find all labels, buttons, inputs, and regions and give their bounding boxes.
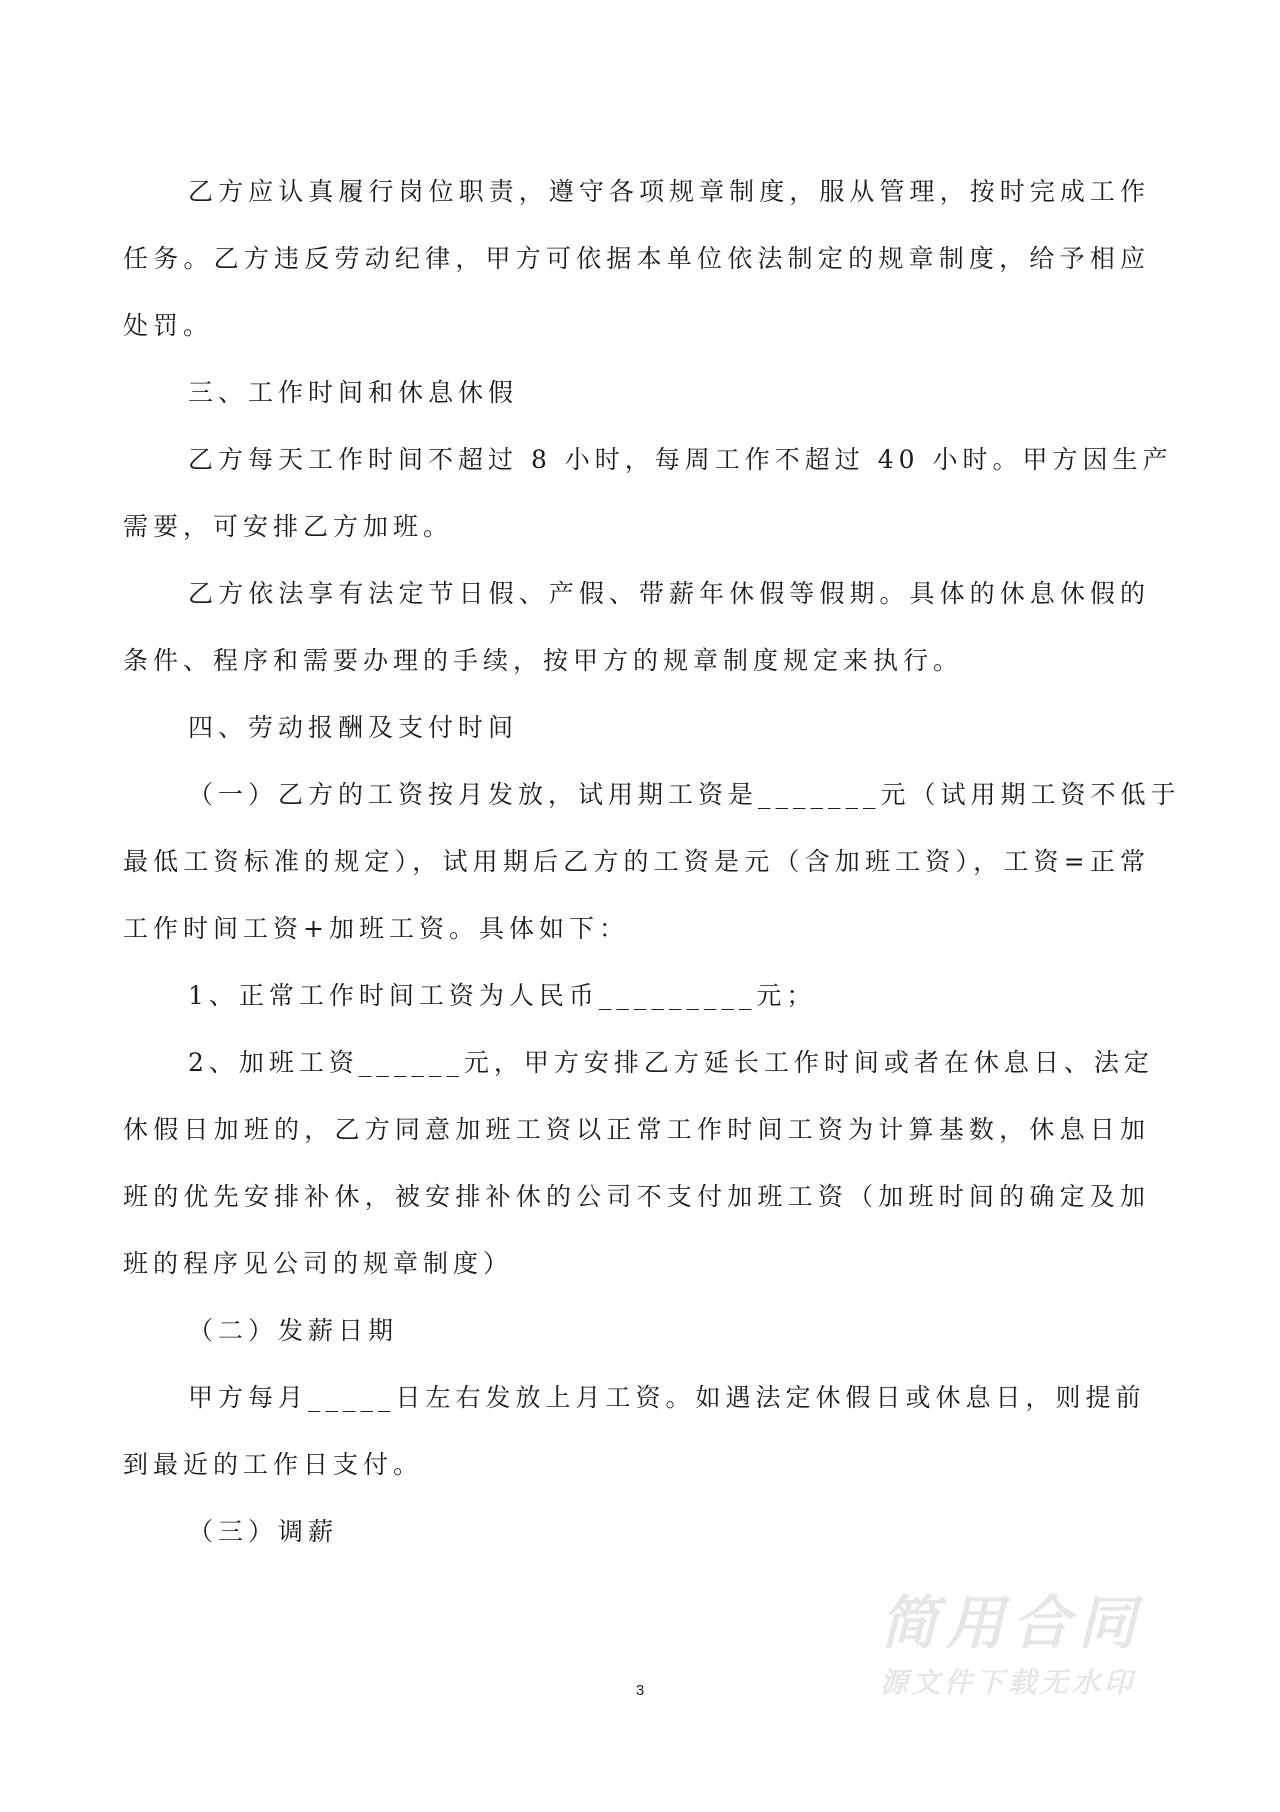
paragraph-line-leave-1: 乙方依法享有法定节日假、产假、带薪年休假等假期。具体的休息休假的 bbox=[188, 579, 1150, 608]
watermark-title: 简用合同 bbox=[880, 1591, 1145, 1656]
list-item-overtime-wage-1: 2、加班工资______元，甲方安排乙方延长工作时间或者在休息日、法定 bbox=[188, 1048, 1154, 1077]
paragraph-line-leave-2: 条件、程序和需要办理的手续，按甲方的规章制度规定来执行。 bbox=[123, 646, 964, 675]
paragraph-line-salary-2: 最低工资标准的规定），试用期后乙方的工资是元（含加班工资），工资=正常 bbox=[123, 847, 1150, 876]
paragraph-line-salary-1: （一）乙方的工资按月发放，试用期工资是_______元（试用期工资不低于 bbox=[188, 780, 1181, 809]
paragraph-line-duties-3: 处罚。 bbox=[123, 311, 214, 340]
contract-body bbox=[123, 158, 1181, 1565]
list-item-overtime-wage-3: 班的优先安排补休，被安排补休的公司不支付加班工资（加班时间的确定及加 bbox=[123, 1182, 1150, 1211]
paragraph-line-duties-1: 乙方应认真履行岗位职责，遵守各项规章制度，服从管理，按时完成工作 bbox=[188, 177, 1150, 206]
paragraph-line-hours-2: 需要，可安排乙方加班。 bbox=[123, 512, 454, 541]
list-item-normal-wage: 1、正常工作时间工资为人民币_________元； bbox=[188, 981, 817, 1010]
subsection-heading-salary-adjustment: （三）调薪 bbox=[188, 1517, 339, 1546]
paragraph-line-payday-1: 甲方每月_____日左右发放上月工资。如遇法定休假日或休息日，则提前 bbox=[188, 1383, 1146, 1412]
paragraph-line-salary-3: 工作时间工资+加班工资。具体如下： bbox=[123, 914, 629, 943]
watermark-subtitle: 源文件下载无水印 bbox=[880, 1667, 1137, 1698]
list-item-overtime-wage-2: 休假日加班的，乙方同意加班工资以正常工作时间工资为计算基数，休息日加 bbox=[123, 1115, 1150, 1144]
paragraph-line-hours-1: 乙方每天工作时间不超过 8 小时，每周工作不超过 40 小时。甲方因生产 bbox=[188, 445, 1173, 474]
watermark bbox=[880, 1590, 1180, 1700]
section-heading-working-hours: 三、工作时间和休息休假 bbox=[188, 378, 519, 407]
list-item-overtime-wage-4: 班的程序见公司的规章制度） bbox=[123, 1249, 514, 1278]
paragraph-line-duties-2: 任务。乙方违反劳动纪律，甲方可依据本单位依法制定的规章制度，给予相应 bbox=[123, 244, 1150, 273]
subsection-heading-payday: （二）发薪日期 bbox=[188, 1316, 399, 1345]
section-heading-remuneration: 四、劳动报酬及支付时间 bbox=[188, 713, 519, 742]
paragraph-line-payday-2: 到最近的工作日支付。 bbox=[123, 1450, 424, 1479]
page-number: 3 bbox=[635, 1682, 645, 1699]
